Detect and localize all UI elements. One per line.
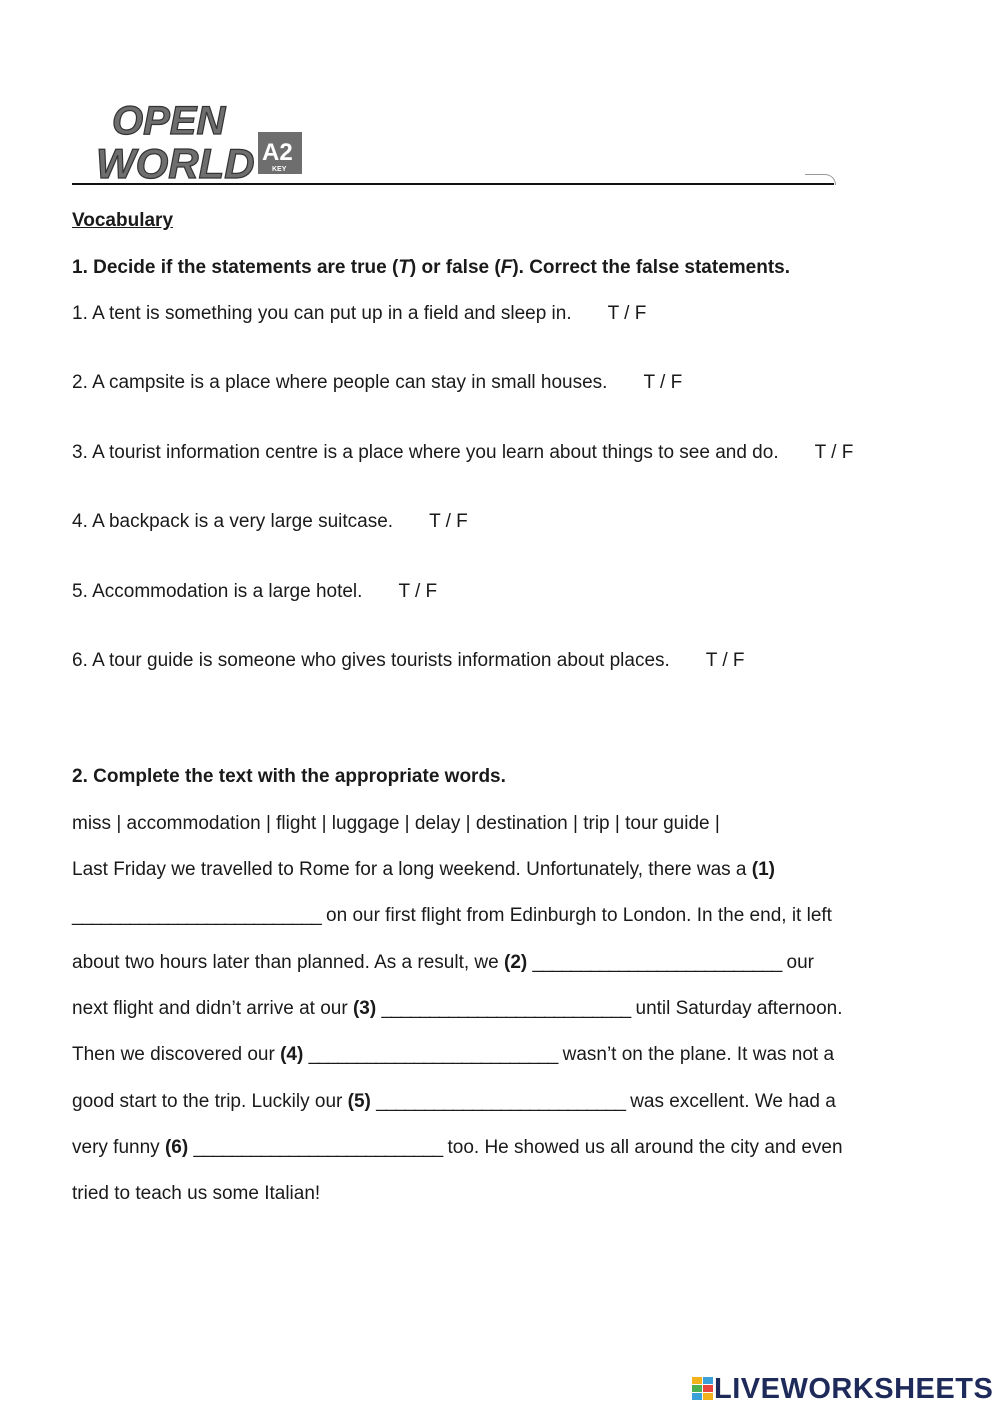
liveworksheets-wordmark: LIVEWORKSHEETS	[714, 1372, 994, 1405]
statement-5: 5. Accommodation is a large hotel. T / F	[72, 581, 438, 602]
open-world-logo	[92, 98, 312, 186]
logo-level: A2	[262, 139, 293, 166]
paragraph-line-3: about two hours later than planned. As a result, we (2) __________________________ our	[72, 952, 815, 973]
blank-1[interactable]: __________________________	[72, 905, 321, 926]
statement-1: 1. A tent is something you can put up in a field and sleep in. T / F	[72, 303, 647, 324]
true-false-choice[interactable]: T / F	[607, 303, 647, 324]
logo-level-sub: KEY	[272, 166, 287, 173]
word-bank: miss | accommodation | flight | luggage | delay | destination | trip | tour guide |	[72, 813, 720, 834]
paragraph-line-7: very funny (6) __________________________ too. He showed us all around the city and even	[72, 1137, 843, 1158]
blank-6[interactable]: __________________________	[193, 1137, 443, 1158]
logo-line2: WORLD	[96, 140, 255, 186]
true-false-choice[interactable]: T / F	[814, 442, 854, 463]
blank-4[interactable]: __________________________	[308, 1044, 558, 1065]
exercise2-instruction: 2. Complete the text with the appropriate words.	[72, 766, 506, 787]
paragraph-line-5: Then we discovered our (4) __________________________ wasn’t on the plane. It was not a	[72, 1044, 835, 1065]
liveworksheets-icon	[692, 1377, 714, 1401]
paragraph-line-2: __________________________ on our first flight from Edinburgh to London. In the end, it left	[72, 905, 832, 926]
paragraph-line-4: next flight and didn’t arrive at our (3) __________________________ until Saturday afternoon.	[72, 998, 843, 1019]
blank-3[interactable]: __________________________	[381, 998, 631, 1019]
header-rule-curve	[805, 174, 836, 185]
section-title: Vocabulary	[72, 210, 174, 231]
statement-6: 6. A tour guide is someone who gives tourists information about places. T / F	[72, 650, 745, 671]
blank-5[interactable]: __________________________	[376, 1091, 625, 1112]
exercise1-instruction: 1. Decide if the statements are true (T) or false (F). Correct the false statements.	[72, 257, 791, 278]
true-false-choice[interactable]: T / F	[705, 650, 745, 671]
paragraph-line-8: tried to teach us some Italian!	[72, 1183, 321, 1204]
true-false-choice[interactable]: T / F	[429, 511, 468, 532]
liveworksheets-brand	[692, 1374, 993, 1404]
true-false-choice[interactable]: T / F	[643, 372, 683, 393]
statement-3: 3. A tourist information centre is a place where you learn about things to see and do. T / F	[72, 442, 854, 463]
paragraph-line-6: good start to the trip. Luckily our (5) __________________________ was excellent. We had a	[72, 1091, 836, 1112]
statement-2: 2. A campsite is a place where people can stay in small houses. T / F	[72, 372, 683, 393]
header-rule	[72, 183, 834, 185]
true-false-choice[interactable]: T / F	[398, 581, 438, 602]
statement-4: 4. A backpack is a very large suitcase. T / F	[72, 511, 468, 532]
paragraph-line-1: Last Friday we travelled to Rome for a long weekend. Unfortunately, there was a (1)	[72, 859, 776, 880]
blank-2[interactable]: __________________________	[532, 952, 782, 973]
logo-line1: OPEN	[112, 99, 226, 143]
